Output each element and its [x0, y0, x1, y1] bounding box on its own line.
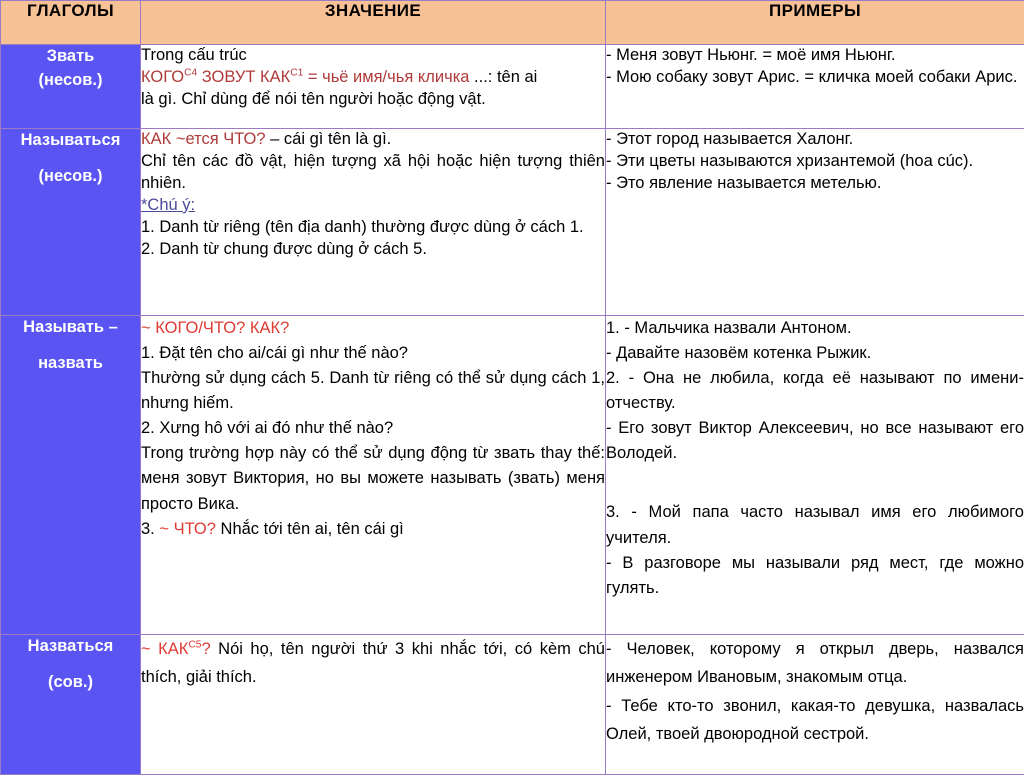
verb-label-line1: Называть – — [1, 316, 140, 340]
example-item: - Этот город называется Халонг. — [606, 129, 1024, 151]
table-row — [1, 129, 1024, 316]
formula-kak-case: C5 — [188, 640, 201, 651]
formula-kak-case: C1 — [290, 67, 303, 78]
verb-cell-zvat — [1, 45, 141, 129]
example-item: - Это явление называется метелью. — [606, 173, 1024, 195]
example-item: - Тебе кто-то звонил, какая-то девушка, назвалась Олей, твоей двоюродной сестрой. — [606, 692, 1024, 749]
formula-gloss: = чьё имя/чья кличка — [303, 68, 469, 86]
formula-zovut-kak: ЗОВУТ КАК — [197, 68, 290, 86]
verb-label-line2: назвать — [1, 352, 140, 376]
example-item: 2. - Она не любила, когда её называют по имени-отчеству. — [606, 366, 1024, 416]
example-item: 3. - Мой папа часто называл имя его любимого учителя. — [606, 500, 1024, 550]
table-row — [1, 316, 1024, 635]
verb-cell-nazvatsya — [1, 635, 141, 775]
examples-cell-nazyvat-nazvat — [606, 316, 1024, 635]
example-item: - Человек, которому я открыл дверь, назвался инженером Ивановым, знакомым отца. — [606, 635, 1024, 692]
meaning-cell-nazvatsya — [141, 635, 606, 775]
example-item: - Меня зовут Ньюнг. = моё имя Ньюнг. — [606, 45, 1024, 67]
meaning-line: 1. Đặt tên cho ai/cái gì như thế nào? — [141, 341, 605, 366]
formula-kak-yetsya-chto: КАК ~ется ЧТО? — [141, 130, 266, 148]
example-item: - Эти цветы называются хризантемой (hoa cúc). — [606, 151, 1024, 173]
formula-kogo: КОГО — [141, 68, 184, 86]
formula-kogo-case: C4 — [184, 67, 197, 78]
formula-gloss-vn: Nói họ, tên người thứ 3 khi nhắc tới, có kèm chú thích, giải thích. — [141, 640, 605, 686]
meaning-line-formula — [141, 129, 605, 151]
note-label: *Chú ý: — [141, 196, 195, 214]
example-item: - Его зовут Виктор Алексеевич, но все называют его Володей. — [606, 416, 1024, 466]
examples-cell-nazvatsya — [606, 635, 1024, 775]
formula-gloss-vn: – cái gì tên là gì. — [266, 130, 392, 148]
table-row — [1, 635, 1024, 775]
example-spacer — [606, 466, 1024, 500]
meaning-line: Trong trường hợp này có thể sử dụng động từ звать thay thế: меня зовут Виктория, но вы можете называть (звать) меня просто Вика. — [141, 441, 605, 516]
example-item: - В разговоре мы называли ряд мест, где можно гулять. — [606, 551, 1024, 601]
table-header-row — [1, 1, 1024, 45]
table-row — [1, 45, 1024, 129]
verb-label-line1: Назваться — [1, 635, 140, 659]
formula-kogo-chto-kak: ~ КОГО/ЧТО? КАК? — [141, 319, 289, 337]
example-item: - Мою собаку зовут Арис. = кличка моей собаки Арис. — [606, 67, 1024, 89]
example-item: 1. - Мальчика назвали Антоном. — [606, 316, 1024, 341]
meaning-line-formula — [141, 517, 605, 542]
verb-label-line2: (несов.) — [1, 69, 140, 93]
formula-gloss-vn: Nhắc tới tên ai, tên cái gì — [216, 520, 404, 538]
formula-question-mark: ? — [201, 640, 210, 658]
meaning-line: 2. Danh từ chung được dùng ở cách 5. — [141, 239, 605, 261]
meaning-line: Trong cấu trúc — [141, 45, 605, 67]
verb-label-line1: Звать — [1, 45, 140, 69]
verb-label-line2: (несов.) — [1, 165, 140, 189]
meaning-line: Thường sử dụng cách 5. Danh từ riêng có thể sử dụng cách 1, nhưng hiếm. — [141, 366, 605, 416]
verb-label-line1: Называться — [1, 129, 140, 153]
verb-label-line2: (сов.) — [1, 671, 140, 695]
meaning-line: 1. Danh từ riêng (tên địa danh) thường được dùng ở cách 1. — [141, 217, 605, 239]
meaning-cell-nazyvatsya — [141, 129, 606, 316]
meaning-line-formula — [141, 67, 605, 89]
meaning-cell-zvat — [141, 45, 606, 129]
meaning-line-formula — [141, 635, 605, 692]
meaning-line: Chỉ tên các đồ vật, hiện tượng xã hội hoặc hiện tượng thiên nhiên. — [141, 151, 605, 195]
header-verbs: ГЛАГОЛЫ — [1, 1, 141, 45]
formula-chto: ~ ЧТО? — [159, 520, 216, 538]
header-meaning: ЗНАЧЕНИЕ — [141, 1, 606, 45]
header-examples: ПРИМЕРЫ — [606, 1, 1024, 45]
example-item: - Давайте назовём котенка Рыжик. — [606, 341, 1024, 366]
meaning-cell-nazyvat-nazvat — [141, 316, 606, 635]
examples-cell-nazyvatsya — [606, 129, 1024, 316]
formula-index: 3. — [141, 520, 159, 538]
formula-tail: ...: tên ai — [469, 68, 537, 86]
meaning-line: là gì. Chỉ dùng để nói tên người hoặc động vật. — [141, 89, 605, 111]
meaning-line: 2. Xưng hô với ai đó như thế nào? — [141, 416, 605, 441]
verb-cell-nazyvatsya — [1, 129, 141, 316]
meaning-line-formula — [141, 316, 605, 341]
verb-cell-nazyvat-nazvat — [1, 316, 141, 635]
formula-kak: ~ КАК — [141, 640, 188, 658]
meaning-note-heading — [141, 195, 605, 217]
examples-cell-zvat — [606, 45, 1024, 129]
